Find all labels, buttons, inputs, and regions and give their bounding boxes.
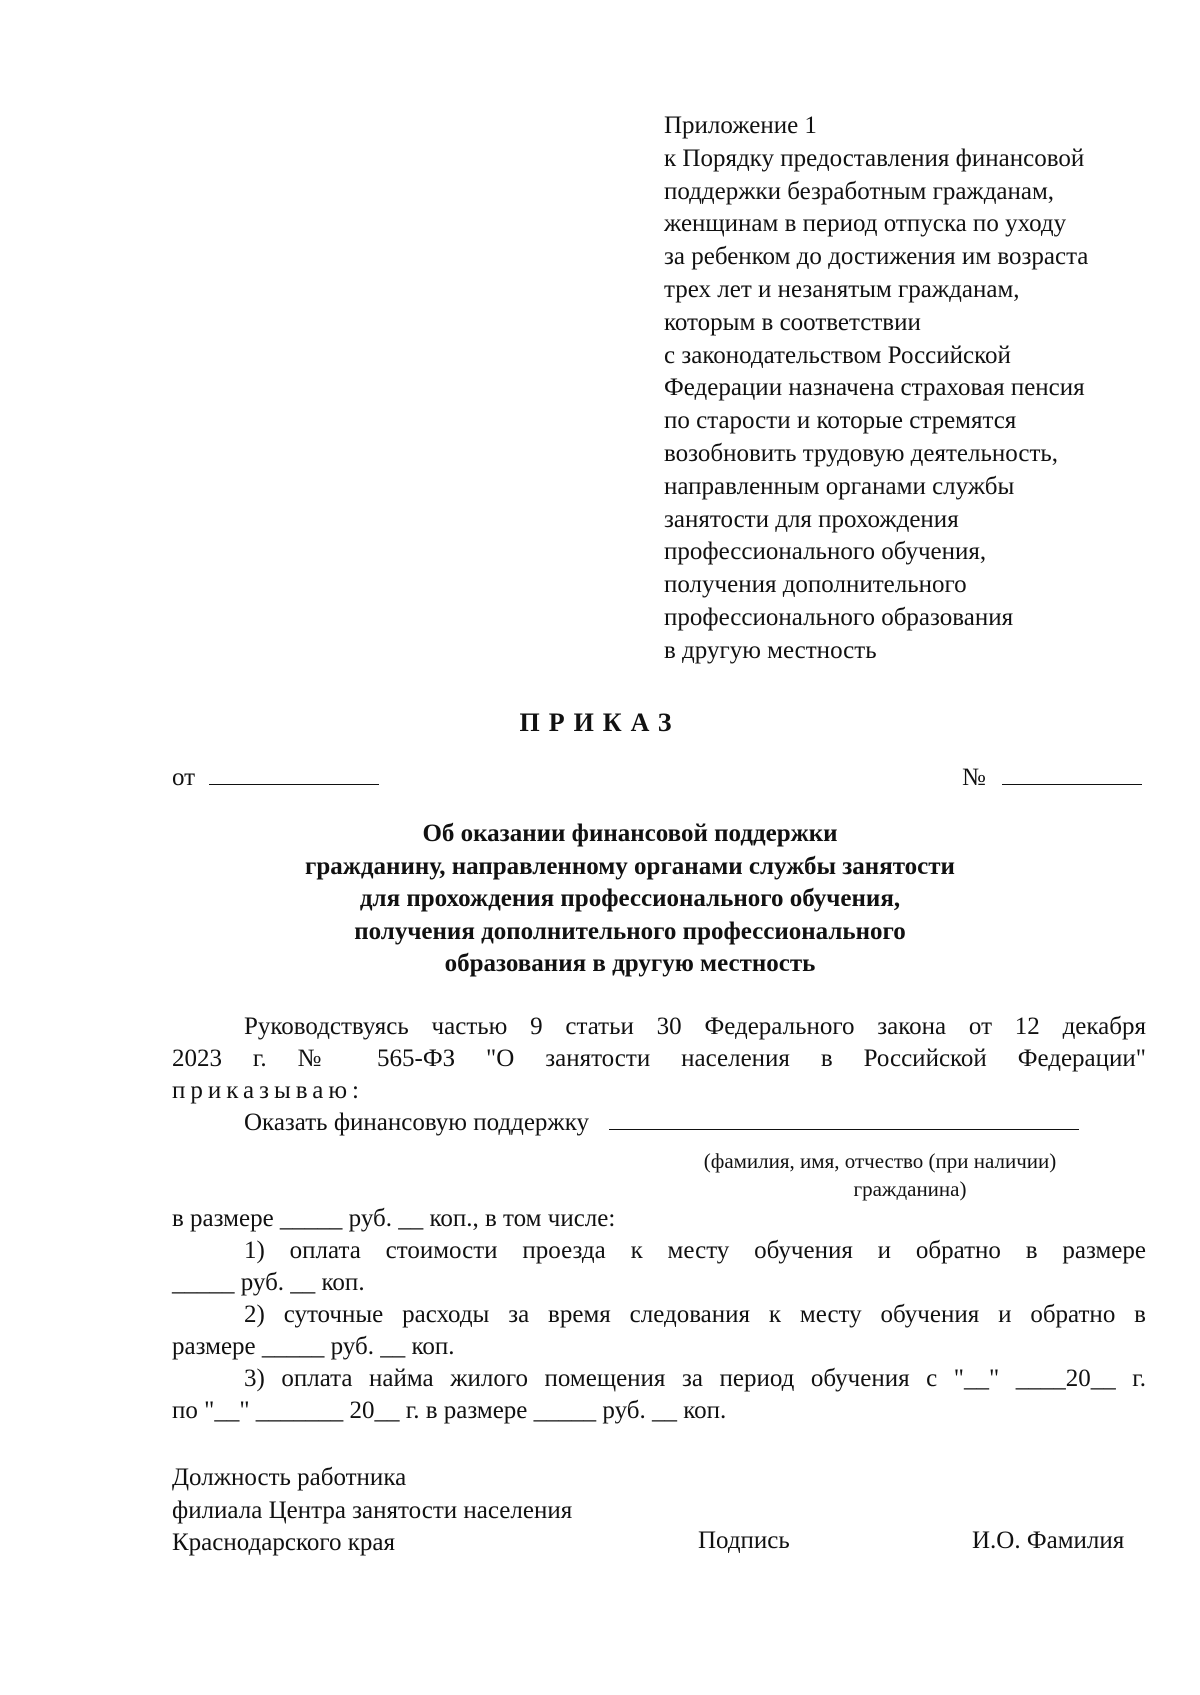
appendix-line: которым в соответствии [664, 308, 921, 336]
heading-line: гражданину, направленному органами службы занятости [305, 852, 955, 880]
citizen-name-field[interactable] [609, 1107, 1079, 1130]
signatory-name: И.О. Фамилия [972, 1527, 1125, 1554]
order-date-field[interactable] [209, 762, 379, 785]
order-date-row [172, 762, 379, 792]
item-1-line: _____ руб. __ коп. [172, 1269, 365, 1296]
position-line: филиала Центра занятости населения [172, 1496, 573, 1524]
provide-support-row [172, 1107, 1146, 1139]
appendix-line: трех лет и незанятым гражданам, [664, 275, 1020, 303]
order-date-label: от [172, 764, 196, 791]
position-line: Краснодарского края [172, 1529, 395, 1556]
item-3-line: 3) оплата найма жилого помещения за период обучения с "__" ____20__ г. [244, 1365, 1146, 1392]
position-line: Должность работника [172, 1464, 407, 1491]
order-verb: приказываю: [172, 1077, 364, 1104]
signature-label: Подпись [698, 1527, 790, 1554]
intro-line: 2023 г. № 565-ФЗ "О занятости населения в Российской Федерации" [172, 1045, 1146, 1072]
heading-line: получения дополнительного профессионального [354, 917, 906, 945]
caption-line: гражданина) [853, 1177, 967, 1201]
appendix-line: женщинам в период отпуска по уходу [664, 210, 1067, 238]
appendix-line: с законодательством Российской [664, 341, 1011, 369]
heading-line: для прохождения профессионального обучения, [359, 885, 901, 912]
appendix-line: возобновить трудовую деятельность, [664, 439, 1059, 467]
appendix-header [664, 110, 1184, 668]
amount-line: в размере _____ руб. __ коп., в том числе: [172, 1205, 616, 1232]
heading-line: образования в другую местность [444, 950, 816, 977]
order-number-field[interactable] [1002, 762, 1142, 785]
appendix-line: к Порядку предоставления финансовой [664, 144, 1085, 172]
provide-support-label: Оказать финансовую поддержку [244, 1109, 589, 1136]
appendix-line: занятости для прохождения [664, 505, 959, 533]
appendix-line: получения дополнительного [664, 571, 967, 599]
item-3-line: по "__" _______ 20__ г. в размере _____ руб. __ коп. [172, 1397, 727, 1424]
intro-line: Руководствуясь частью 9 статьи 30 Федерального закона от 12 декабря [244, 1013, 1146, 1040]
intro-paragraph [172, 1011, 1146, 1107]
item-1-line: 1) оплата стоимости проезда к месту обучения и обратно в размере [244, 1237, 1146, 1264]
appendix-line: профессионального обучения, [664, 538, 987, 566]
appendix-line: за ребенком до достижения им возраста [664, 243, 1089, 271]
appendix-line: поддержки безработным гражданам, [664, 177, 1055, 205]
appendix-line: Федерации назначена страховая пенсия [664, 374, 1085, 402]
appendix-line: по старости и которые стремятся [664, 407, 1017, 435]
order-number-label: № [962, 764, 986, 791]
order-title: ПРИКАЗ [519, 708, 681, 737]
appendix-line: Приложение 1 [664, 112, 817, 139]
order-number-row [962, 762, 1142, 792]
appendix-line: профессионального образования [664, 603, 1014, 631]
item-2-line: размере _____ руб. __ коп. [172, 1333, 455, 1360]
order-heading [0, 818, 1200, 981]
appendix-line: направленным органами службы [664, 472, 1015, 500]
caption-line: (фамилия, имя, отчество (при наличии) [703, 1149, 1057, 1173]
appendix-line: в другую местность [664, 636, 877, 664]
item-2-line: 2) суточные расходы за время следования к месту обучения и обратно в [244, 1301, 1146, 1328]
heading-line: Об оказании финансовой поддержки [422, 820, 838, 847]
citizen-name-caption [650, 1147, 1110, 1203]
signatory-position [172, 1462, 572, 1560]
amount-section [172, 1203, 1146, 1427]
